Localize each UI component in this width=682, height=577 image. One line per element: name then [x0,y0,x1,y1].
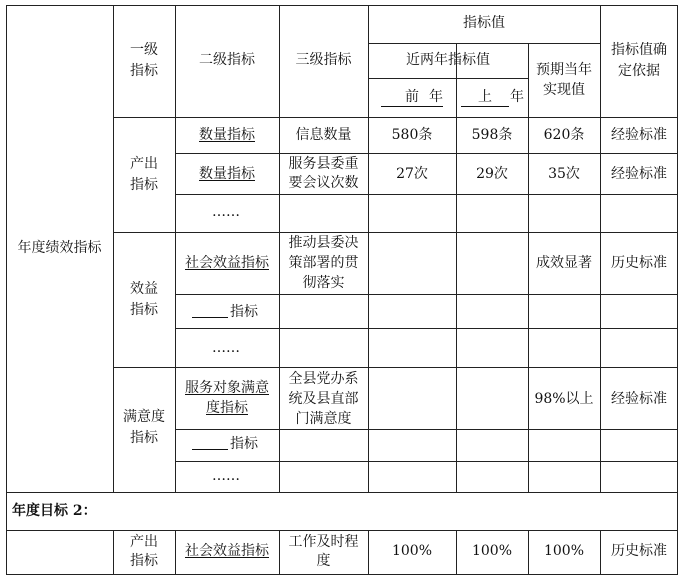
goal2-output-level3-line1: 工作及时程 [288,534,359,550]
output-row2-prev: 27次 [396,166,428,182]
annual-indicator-label: 年度绩效指标 [17,240,102,256]
benefit-row1-level2: 社会效益指标 [185,255,269,271]
header-prev-year-b: 年 [429,89,443,105]
output-row2-last: 29次 [476,166,508,182]
blank-fill-line [192,303,228,318]
goal2-label: 年度目标 2： [12,503,97,519]
satisfaction-row1-level2-line1: 服务对象满意 [185,380,269,396]
header-last-year-b: 年 [510,89,524,105]
header-prev-year-a: 前 [405,89,419,105]
goal2-output-label-line1: 产出 [130,534,158,550]
output-row1-basis: 经验标准 [611,127,667,143]
header-expected-line1: 预期当年 [536,62,592,78]
benefit-row1-level3-line2: 策部署的贯 [288,255,359,271]
goal2-output-label-line2: 指标 [130,553,158,569]
benefit-row2-level2 [192,302,258,322]
header-level3: 三级指标 [295,52,352,68]
output-row1-level3: 信息数量 [295,127,352,143]
benefit-row2-suffix: 指标 [230,304,258,320]
benefit-row1-basis: 历史标准 [611,255,667,271]
satisfaction-row2-level2 [192,434,258,454]
output-row1-level2: 数量指标 [199,127,255,143]
satisfaction-row1-basis: 经验标准 [611,391,667,407]
header-basis-line2: 定依据 [618,63,660,79]
header-indicator-value: 指标值 [463,15,505,31]
goal2-output-level2: 社会效益指标 [185,543,269,559]
output-row1-last: 598条 [471,127,513,143]
output-row2-level3-line1: 服务县委重 [288,156,359,172]
satisfaction-label-line2: 指标 [130,430,158,446]
output-row2-level2: 数量指标 [199,166,255,182]
satisfaction-row1-level3-line1: 全县党办系 [288,371,359,387]
satisfaction-ellipsis: …… [212,468,240,484]
header-level2: 二级指标 [199,52,255,68]
output-row1-prev: 580条 [391,127,433,143]
satisfaction-row1-level3-line2: 统及县直部 [288,391,359,407]
goal2-output-prev: 100% [391,543,433,559]
benefit-label-line1: 效益 [130,281,158,297]
header-past-two-years: 近两年指标值 [406,52,490,68]
satisfaction-row1-level3-line3: 门满意度 [295,411,352,427]
header-last-year-a: 上 [478,89,492,105]
satisfaction-row1-level2-line2: 度指标 [206,400,248,416]
output-label-line2: 指标 [130,177,158,193]
blank-fill-line [192,435,228,450]
goal2-output-level3-line2: 度 [316,553,331,569]
header-basis-line1: 指标值确 [611,42,667,58]
goal2-output-basis: 历史标准 [611,543,667,559]
satisfaction-row1-expected: 98%以上 [534,391,594,407]
output-row2-expected: 35次 [548,166,580,182]
benefit-label-line2: 指标 [130,302,158,318]
output-ellipsis: …… [212,204,240,220]
goal2-output-expected: 100% [543,543,585,559]
satisfaction-row2-suffix: 指标 [230,436,258,452]
benefit-row1-expected: 成效显著 [536,255,592,271]
header-level1-line2: 指标 [130,63,158,79]
output-row2-level3-line2: 要会议次数 [288,175,359,191]
header-level1-line1: 一级 [130,42,158,58]
benefit-ellipsis: …… [212,340,240,356]
header-expected-line2: 实现值 [543,82,585,98]
satisfaction-label-line1: 满意度 [123,409,165,425]
goal2-output-last: 100% [471,543,513,559]
benefit-row1-level3-line3: 彻落实 [302,275,345,291]
benefit-row1-level3-line1: 推动县委决 [288,235,359,251]
output-row1-expected: 620条 [543,127,585,143]
output-label-line1: 产出 [130,156,158,172]
output-row2-basis: 经验标准 [611,166,667,182]
